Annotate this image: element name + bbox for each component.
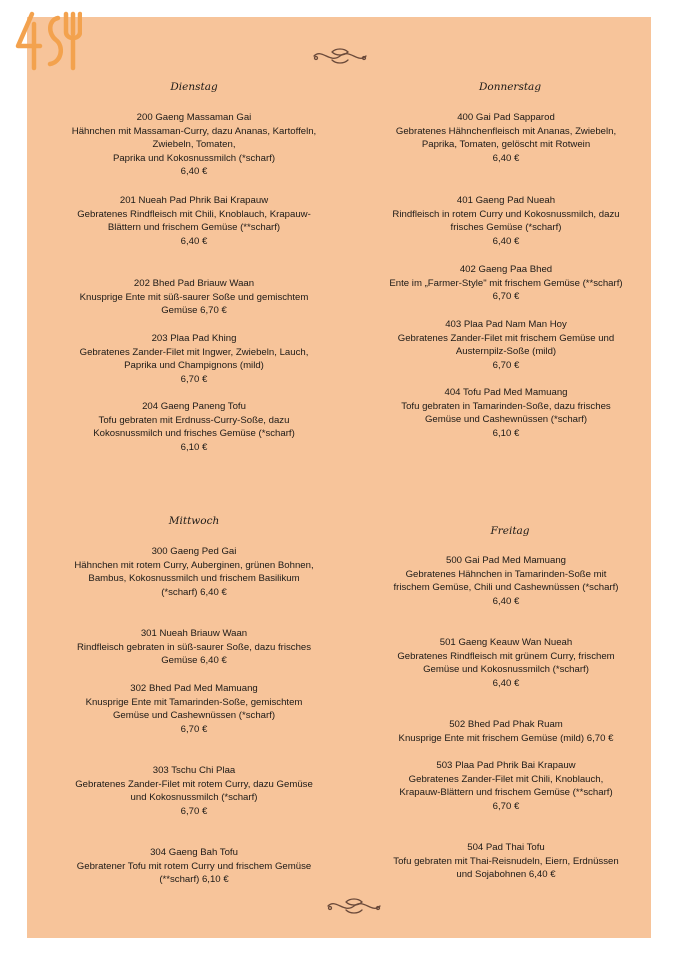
menu-item: 403 Plaa Pad Nam Man Hoy Gebratenes Zander-Filet mit frischem Gemüse und Austernpilz-Soße (mild) 6,70 € <box>397 319 615 371</box>
ornament-top-icon <box>312 46 368 66</box>
menu-item: 503 Plaa Pad Phrik Bai Krapauw Gebratenes Zander-Filet mit Chili, Knoblauch, Krapauw-Blättern und frischem Gemüse (**scharf) 6,70 € <box>399 760 613 812</box>
day-heading-freitag: Freitag <box>490 525 530 537</box>
menu-item: 400 Gai Pad Sapparod Gebratenes Hähnchenfleisch mit Ananas, Zwiebeln, Paprika, Tomaten, gelöscht mit Rotwein 6,40 € <box>395 112 617 164</box>
menu-item: 401 Gaeng Pad Nueah Rindfleisch in rotem Curry und Kokosnussmilch, dazu frisches Gemüse (*scharf) 6,40 € <box>392 195 620 247</box>
menu-item: 404 Tofu Pad Med Mamuang Tofu gebraten in Tamarinden-Soße, dazu frisches Gemüse und Cashewnüssen (*scharf) 6,10 € <box>401 387 611 439</box>
ornament-bottom-icon <box>326 896 382 916</box>
menu-item: 204 Gaeng Paneng Tofu Tofu gebraten mit Erdnuss-Curry-Soße, dazu Kokosnussmilch und frisches Gemüse (*scharf) 6,10 € <box>93 401 295 453</box>
restaurant-logo-icon <box>14 10 82 72</box>
menu-item: 504 Pad Thai Tofu Tofu gebraten mit Thai-Reisnudeln, Eiern, Erdnüssen und Sojabohnen 6,40 € <box>393 842 619 881</box>
menu-item: 303 Tschu Chi Plaa Gebratenes Zander-Filet mit rotem Curry, dazu Gemüse und Kokosnussmilch (*scharf) 6,70 € <box>75 765 313 817</box>
menu-item: 200 Gaeng Massaman Gai Hähnchen mit Massaman-Curry, dazu Ananas, Kartoffeln, Zwiebeln, Tomaten, Paprika und Kokosnussmilch (*scharf) 6,40 € <box>71 112 317 178</box>
menu-item: 500 Gai Pad Med Mamuang Gebratenes Hähnchen in Tamarinden-Soße mit frischem Gemüse, Chili und Cashewnüssen (*scharf) 6,40 € <box>393 555 619 607</box>
menu-item: 201 Nueah Pad Phrik Bai Krapauw Gebratenes Rindfleisch mit Chili, Knoblauch, Krapauw- Blättern und frischem Gemüse (**scharf) 6,40 € <box>77 195 311 247</box>
menu-item: 302 Bhed Pad Med Mamuang Knusprige Ente mit Tamarinden-Soße, gemischtem Gemüse und Cashewnüssen (*scharf) 6,70 € <box>85 683 303 735</box>
menu-item: 402 Gaeng Paa Bhed Ente im „Farmer-Style" mit frischem Gemüse (**scharf) 6,70 € <box>389 264 623 303</box>
day-heading-mittwoch: Mittwoch <box>168 515 220 527</box>
day-heading-donnerstag: Donnerstag <box>478 81 542 93</box>
day-heading-dienstag: Dienstag <box>170 81 218 93</box>
menu-item: 300 Gaeng Ped Gai Hähnchen mit rotem Curry, Auberginen, grünen Bohnen, Bambus, Kokosnussmilch und frischem Basilikum (*scharf) 6,40 € <box>74 546 314 598</box>
menu-item: 203 Plaa Pad Khing Gebratenes Zander-Filet mit Ingwer, Zwiebeln, Lauch, Paprika und Champignons (mild) 6,70 € <box>79 333 309 385</box>
menu-item: 502 Bhed Pad Phak Ruam Knusprige Ente mit frischem Gemüse (mild) 6,70 € <box>398 719 614 744</box>
menu-item: 304 Gaeng Bah Tofu Gebratener Tofu mit rotem Curry und frischem Gemüse (**scharf) 6,10 € <box>76 847 312 886</box>
menu-item: 301 Nueah Briauw Waan Rindfleisch gebraten in süß-saurer Soße, dazu frisches Gemüse 6,40 € <box>76 628 312 667</box>
menu-item: 202 Bhed Pad Briauw Waan Knusprige Ente mit süß-saurer Soße und gemischtem Gemüse 6,70 € <box>79 278 309 317</box>
menu-item: 501 Gaeng Keauw Wan Nueah Gebratenes Rindfleisch mit grünem Curry, frischem Gemüse und Kokosnussmilch (*scharf) 6,40 € <box>397 637 615 689</box>
